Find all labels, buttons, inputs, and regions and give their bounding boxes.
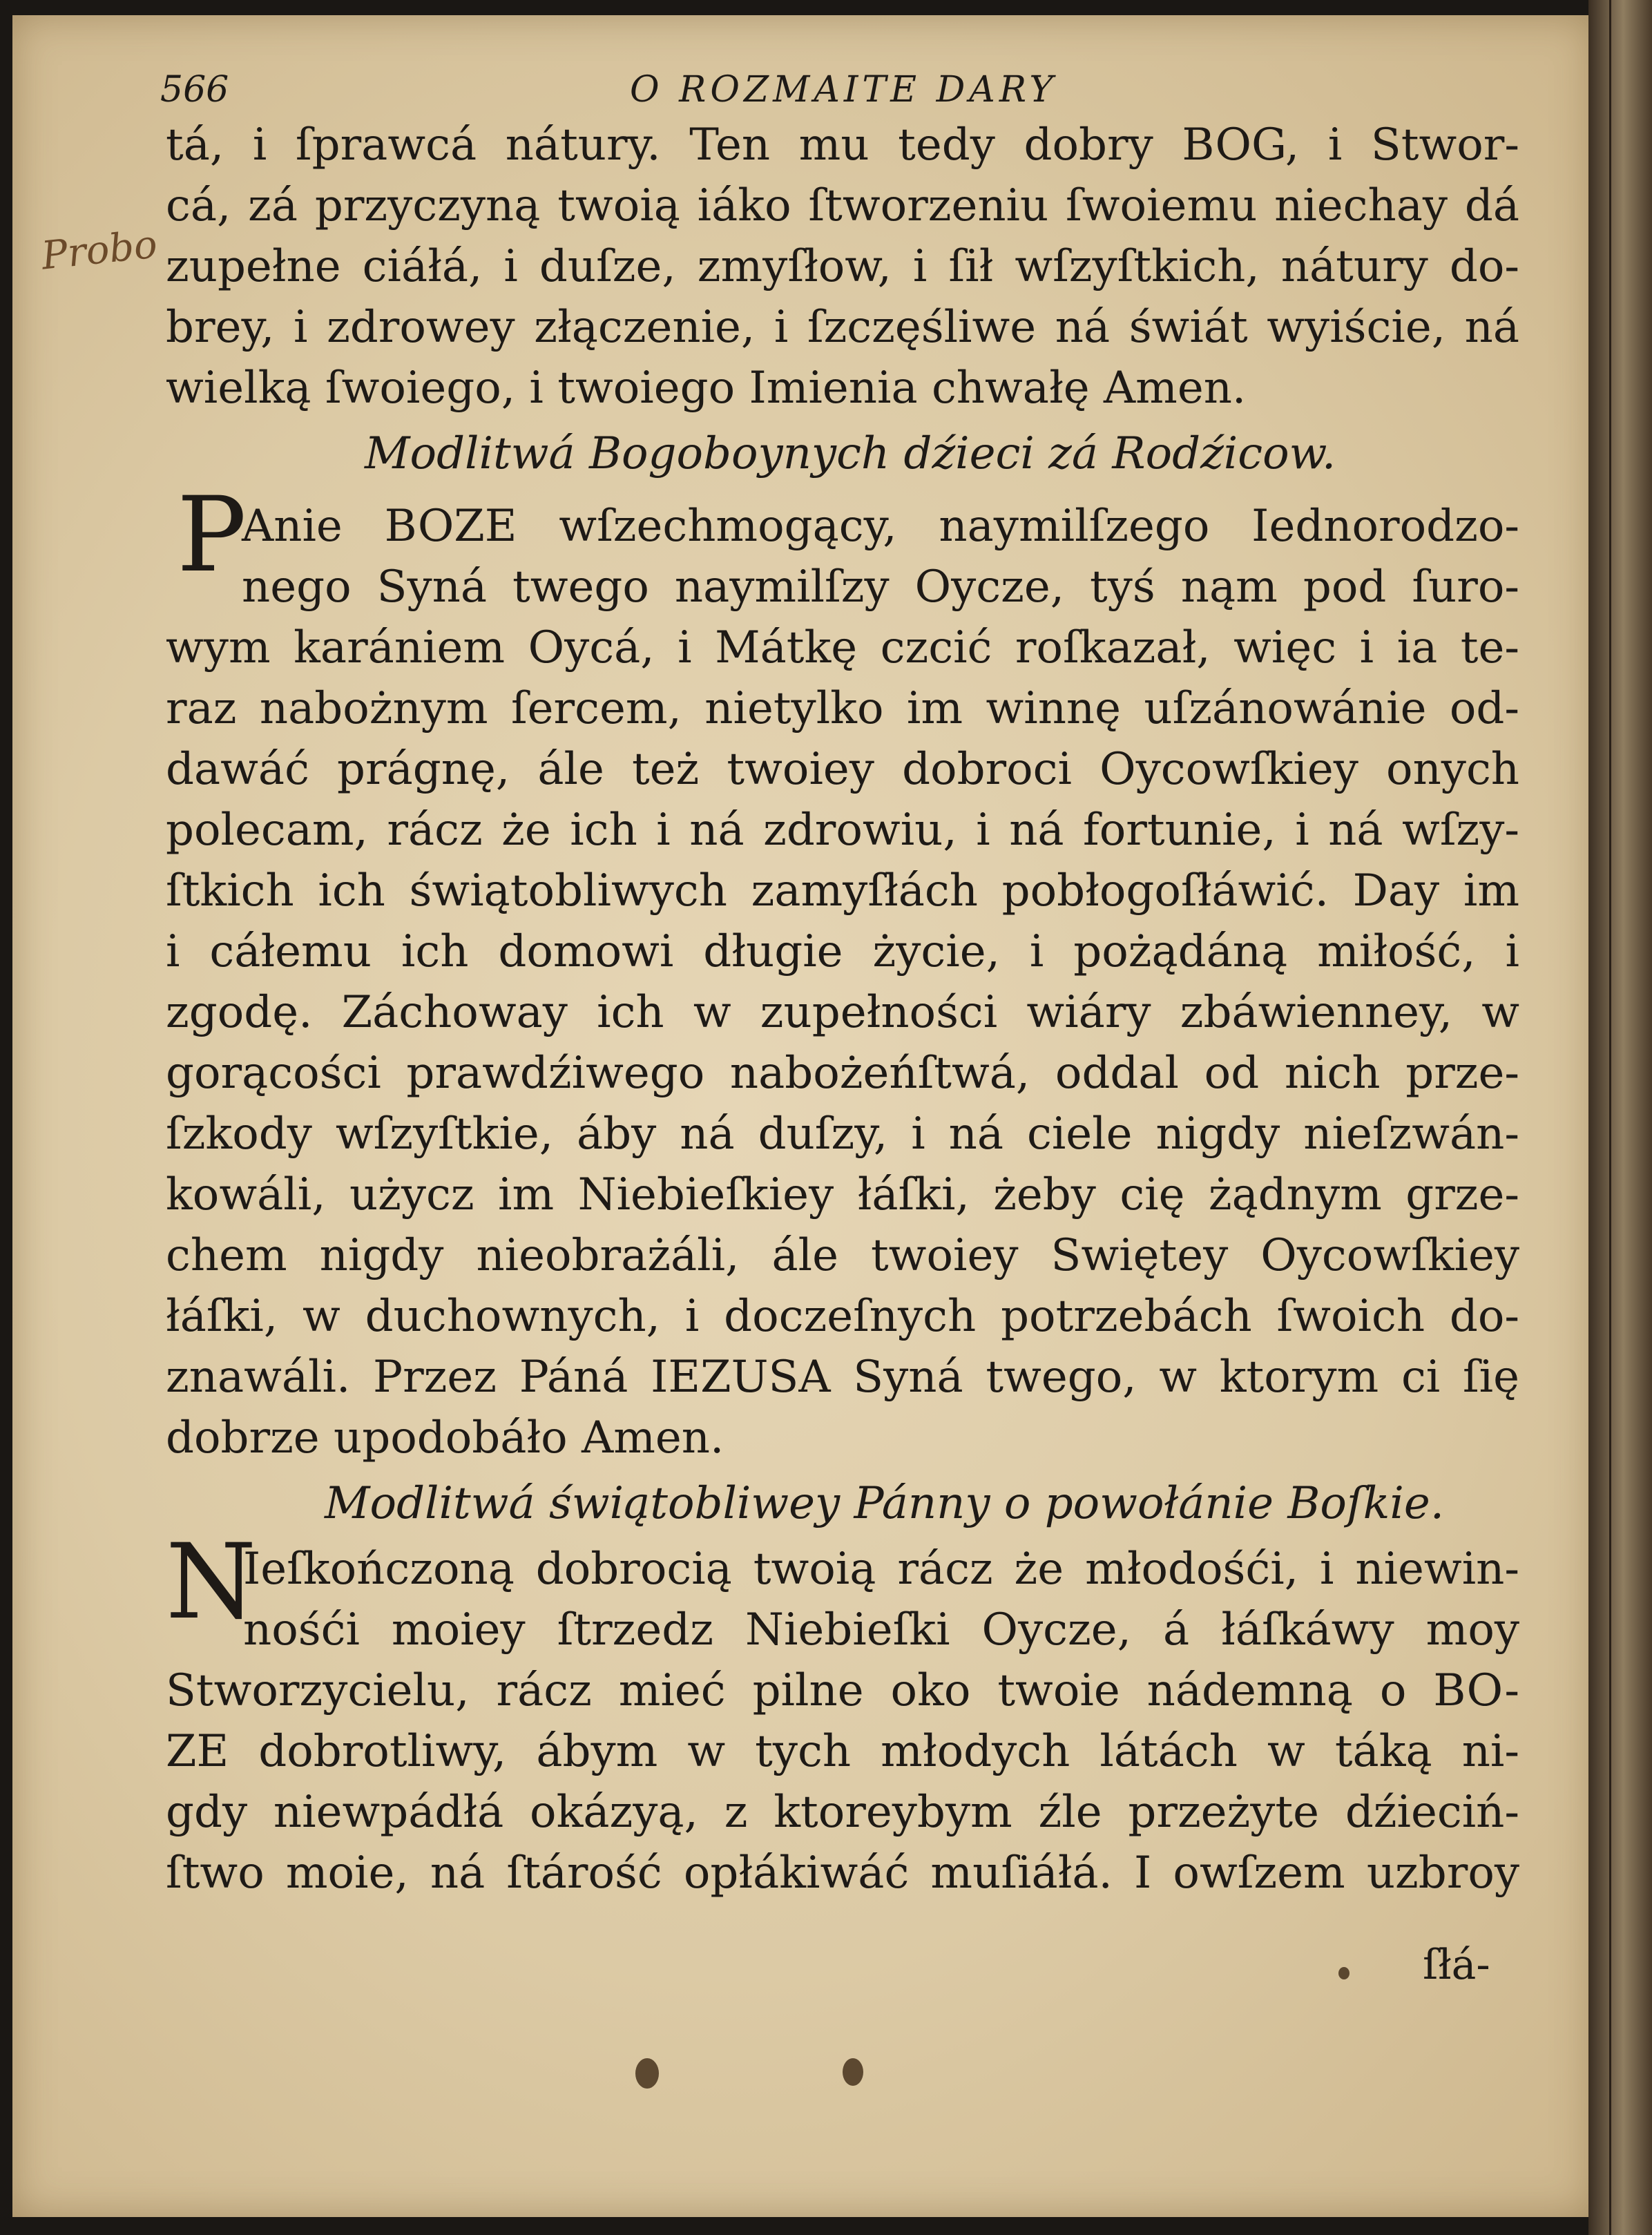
prayer-line: ſtwo moie, ná ſtárość opłákiwáć muſiáłá. I owſzem uzbroy [166,1848,1519,1899]
prayer-line: ZE dobrotliwy, ábym w tych młodych látách w táką ni- [166,1726,1519,1777]
running-title: O ROZMAITE DARY [630,69,1057,111]
spine-edge [1609,0,1611,2235]
prayer-line: dawáć prágnę, ále też twoiey dobroci Oycowſkiey onych [166,744,1519,795]
prayer-line: Anie BOZE wſzechmogący, naymilſzego Iednorodzo- [242,501,1519,552]
paragraph1-line: cá, zá przyczyną twoią iáko ſtworzeniu ſwoiemu niechay dá [166,180,1519,231]
prayer-line: chem nigdy nieobrażáli, ále twoiey Swiętey Oycowſkiey [166,1230,1519,1281]
drop-capital: P [177,475,247,595]
margin-annotation: Probo [39,222,160,279]
paragraph1-line: wielką ſwoiego, i twoiego Imienia chwałę Amen. [166,363,1247,414]
prayer-line: kowáli, użycz im Niebieſkiey łáſki, żeby cię żądnym grze- [166,1169,1519,1220]
prayer-line: gdy niewpádłá okázyą, z ktoreybym źle przeżyte dźieciń- [166,1787,1519,1838]
prayer-line: Ieſkończoną dobrocią twoią rácz że młodośći, i niewin- [243,1544,1519,1595]
prayer-line: i cáłemu ich domowi długie życie, i pożądáną miłość, i [166,926,1519,977]
prayer-line: Stworzycielu, rácz mieć pilne oko twoie nádemną o BO- [166,1665,1519,1716]
prayer-line: wym karániem Oycá, i Mátkę czcić roſkazał, więc i ia te- [166,622,1519,673]
prayer-line: zgodę. Záchoway ich w zupełności wiáry zbáwienney, w [166,987,1519,1038]
prayer-line: nego Syná twego naymilſzy Oycze, tyś nąm pod ſuro- [242,562,1519,613]
prayer-line: ſzkody wſzyſtkie, áby ná duſzy, i ná ciele nigdy nieſzwán- [166,1109,1519,1160]
prayer-line: raz nabożnym ſercem, nietylko im winnę uſzánowánie od- [166,683,1519,734]
section-heading: Modlitwá świątobliwey Pánny o powołánie Boſkie. [325,1478,1445,1529]
paragraph1-line: brey, i zdrowey złączenie, i ſzczęśliwe ná świát wyiście, ná [166,302,1519,353]
prayer-line: łáſki, w duchownych, i doczeſnych potrzebách ſwoich do- [166,1291,1519,1342]
catchword: ſłá- [1423,1941,1490,1989]
prayer-line: polecam, rácz że ich i ná zdrowiu, i ná fortunie, i ná wſzy- [166,805,1519,856]
prayer-line: dobrze upodobáło Amen. [166,1412,724,1464]
paragraph1-line: zupełne ciáłá, i duſze, zmyſłow, i ſił wſzyſtkich, nátury do- [166,241,1519,292]
book-spine [1588,0,1652,2235]
paragraph1-line: tá, i ſprawcá nátury. Ten mu tedy dobry BOG, i Stwor- [166,119,1519,171]
ink-stain [1338,1967,1350,1979]
prayer-line: gorącości prawdźiwego nabożeńſtwá, oddal od nich prze- [166,1048,1519,1099]
ink-stain [843,2058,863,2086]
running-head [160,69,1597,124]
prayer-line: ſtkich ich świątobliwych zamyſłách pobłogoſłáwić. Day im [166,865,1519,917]
section-heading: Modlitwá Bogoboynych dźieci zá Rodźicow. [365,428,1336,479]
ink-stain [635,2058,659,2089]
prayer-line: znawáli. Przez Páná IEZUSA Syná twego, w ktorym ci ſię [166,1352,1519,1403]
prayer-line: nośći moiey ſtrzedz Niebieſki Oycze, á łáſkáwy moy [243,1604,1519,1656]
drop-capital: N [166,1522,257,1642]
page-number: 566 [160,69,229,111]
